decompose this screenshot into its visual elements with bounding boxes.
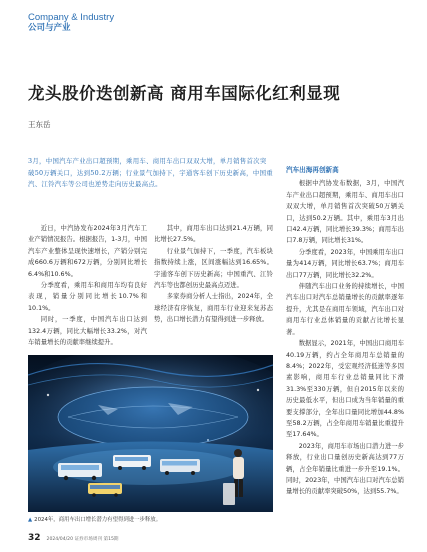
exhibition-photo-image [28,355,273,512]
paragraph: 2023年，商用车市场出口潜力进一步释放，行业出口量创历史新高达到77万辆，占全年销量比重进一步升至19.1%。同时，2023年，中国汽车出口对汽车总销量增长的贡献率突破50%，达到55.7%。 [286,442,404,496]
photo-caption [28,515,278,523]
section-header [28,12,114,34]
paragraph: 分季度看，乘用车和商用车均有良好表现，销量分别同比增长10.7%和10.1%。 [28,282,147,312]
paragraph: 其中，商用车出口达到21.4万辆，同比增长27.5%。 [154,225,273,244]
paragraph: 根据中汽协发布数据，3月，中国汽车产业出口超预期，乘用车、商用车出口双双大增，单月销售首次突破50万辆关口，达到50.2万辆。其中，乘用车3月出口42.4万辆，同比增长39.3%；商用车出口7.8万辆，同比增长31%。 [286,180,404,245]
article-title: 龙头股价迭创新高 商用车国际化红利显现 [28,84,341,103]
page-number: 32 [28,533,41,543]
body-column-1 [28,223,147,348]
article-author: 王东岳 [28,120,51,129]
paragraph: 近日，中汽协发布2024年3月汽车工业产销情况报告。根据报告，1-3月，中国汽车产业整体呈现快速增长，产销分别完成660.6万辆和672万辆，分别同比增长6.4%和10.6%。 [28,225,147,278]
paragraph: 行业景气加持下，一季度，汽车板块指数持续上涨，区间涨幅达到16.65%。宇通客车创下历史新高；中国重汽、江铃汽车等也都创历史最高点迈进。 [154,247,273,290]
subsection-heading: 汽车出海再创新高 [286,166,339,174]
section-title-cn: 公司与产业 [28,23,71,33]
paragraph: 多家券商分析人士指出，2024年，全球经济有序恢复，商用车行业迎来复苏态势，出口增长潜力有望得到进一步释放。 [154,293,273,324]
caption-triangle-icon: ▲ [28,517,33,523]
section-title-en: Company & Industry [28,12,115,23]
body-column-2 [154,223,273,326]
body-column-3 [286,165,404,498]
paragraph: 数据显示，2021年，中国出口商用车40.19万辆，约占全年商用车总销量的8.4%；2022年，受宏观经济低迷等多因素影响，商用车行业总销量同比下滑31.3%至330万辆，但自2015年以来的历史最低水平，但出口成为当年销量的重要支撑部分，全年出口量同比增加44.8%至58.2万辆，占全年商用车销量比重提升至17.64%。 [286,340,404,439]
paragraph: 分季度看，2023年，中国乘用车出口量为414万辆，同比增长63.7%；商用车出口77万辆，同比增长32.2%。 [286,248,404,279]
paragraph: 同时，一季度，中国汽车出口达到132.4万辆，同比大幅增长33.2%，对汽车销量增长的贡献率继续提升。 [28,316,147,347]
issue-info: 2024/04/20 证券市场周刊 第15期 [46,537,119,542]
exhibition-photo [28,355,273,512]
article-summary: 3月，中国汽车产业出口超预期，乘用车、商用车出口双双大增，单月销售首次突破50万辆关口，达到50.2万辆；行业景气加持下，宇通客车创下历史新高，中国重汽、江铃汽车等公司也逆势走向历史最高点。 [28,157,273,188]
caption-text: 2024年，商用车出口增长潜力有望得到进一步释放。 [34,517,162,523]
page-footer [28,533,119,543]
paragraph: 伴随汽车出口业务的持续增长，中国汽车出口对汽车总销量增长的贡献率逐年提升，尤其是在商用车领域，汽车出口对商用车行业总体销量的贡献占比增长显著。 [286,283,404,336]
